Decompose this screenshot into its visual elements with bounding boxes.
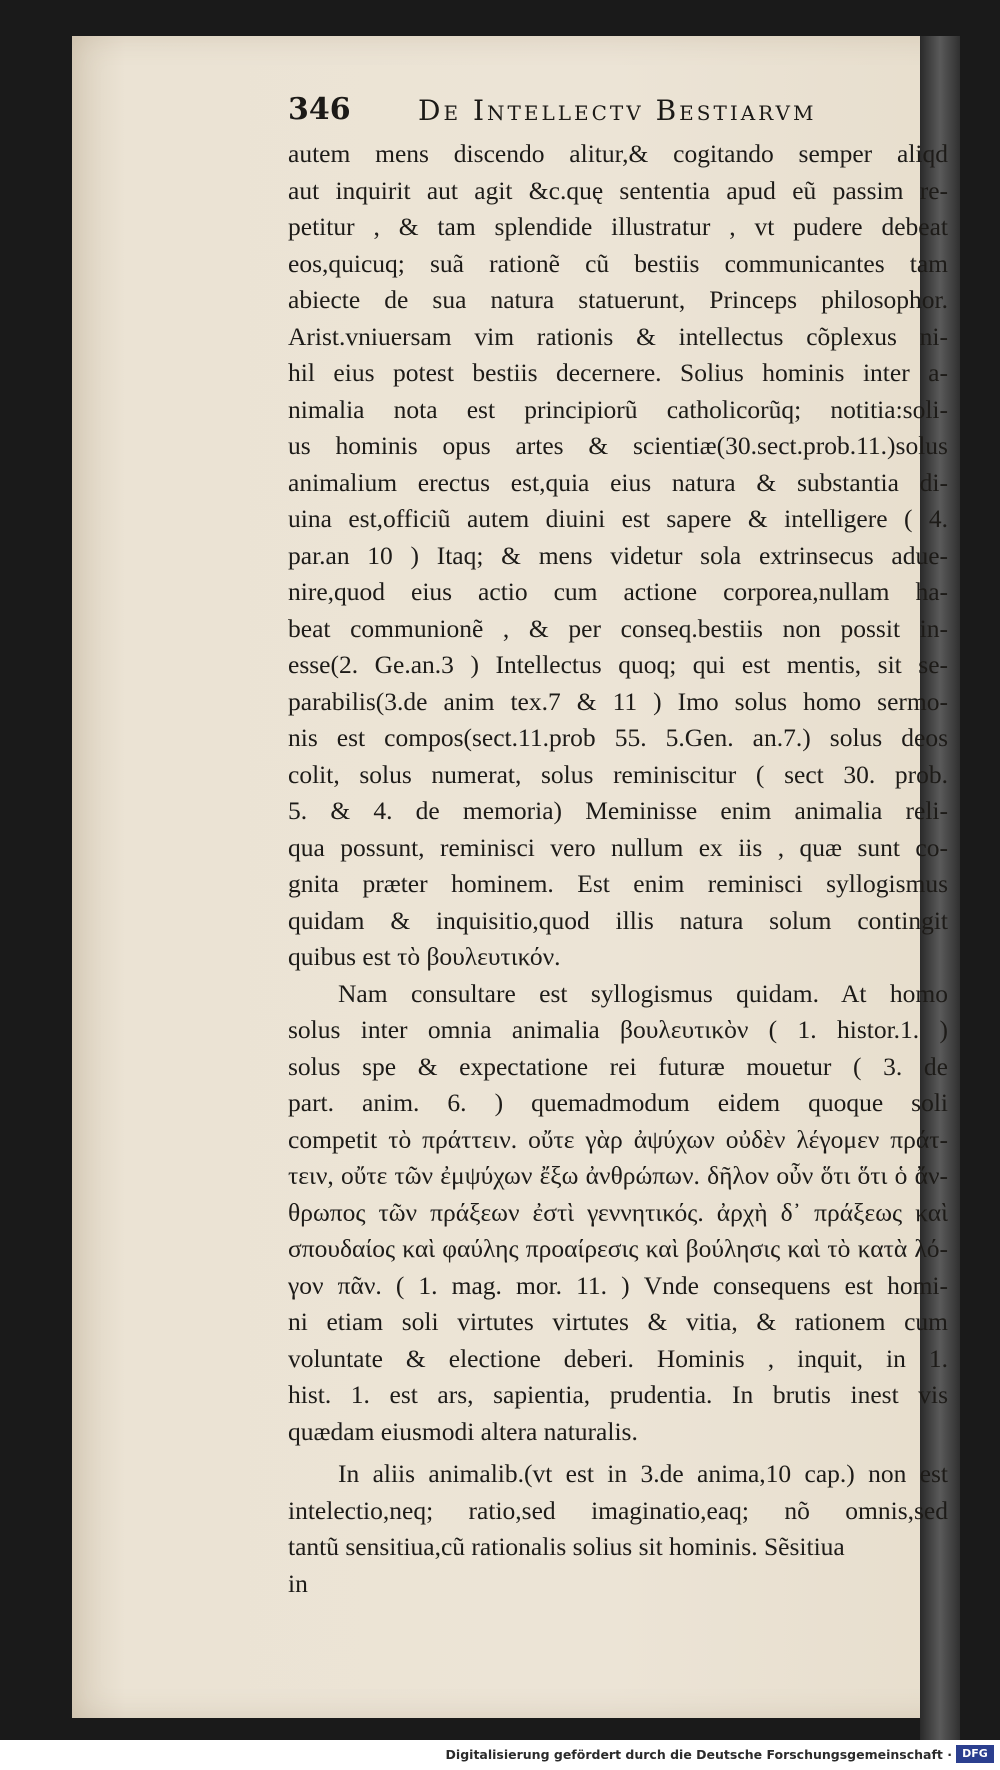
funding-credit: Digitalisierung gefördert durch die Deutsche Forschungsgemeinschaft · [445, 1747, 952, 1762]
text-line: tantũ sensitiua,cũ rationalis solius sit hominis. Sẽsitiua [288, 1532, 845, 1561]
paragraph-2 [288, 976, 948, 1451]
text-line: petitur , & tam splendide illustratur , vt pudere debeat [288, 212, 948, 241]
text-line: beat communionẽ , & per conseq.bestiis non possit in- [288, 613, 948, 643]
text-line: γον πᾶν. ( 1. mag. mor. 11. ) Vnde consequens est homi- [288, 1270, 948, 1300]
text-line: colit, solus numerat, solus reminiscitur ( sect 30. prob. [288, 759, 948, 789]
text-line: part. anim. 6. ) quemadmodum eidem quoque soli [288, 1088, 948, 1117]
text-line: σπουδαίος καὶ φαύλης προαίρεσις καὶ βούλησις καὶ τὸ κατὰ λό- [288, 1234, 948, 1263]
text-line: Nam consultare est syllogismus quidam. At homo [338, 978, 948, 1008]
text-line: voluntate & electione deberi. Hominis , inquit, in 1. [288, 1343, 948, 1373]
text-line: gnita præter hominem. Est enim reminisci syllogismus [288, 869, 948, 898]
page-number: 346 [288, 92, 351, 127]
text-line: intelectio,neq; ratio,sed imaginatio,eaq; nõ omnis,sed [288, 1495, 948, 1525]
text-line: hil eius potest bestiis decernere. Solius hominis inter a- [288, 358, 948, 387]
text-line: quibus est τὸ βουλευτικόν. [288, 942, 561, 971]
text-line: Arist.vniuersam vim rationis & intellectus cõplexus ni- [288, 321, 948, 351]
text-line: nire,quod eius actio cum actione corporea,nullam ha- [288, 577, 948, 606]
text-line: par.an 10 ) Itaq; & mens videtur sola extrinsecus adue- [288, 540, 948, 570]
text-line: aut inquirit aut agit &c.quę sententia apud eũ passim re- [288, 175, 948, 205]
text-line: nis est compos(sect.11.prob 55. 5.Gen. an.7.) solus deos [288, 723, 948, 752]
text-line: parabilis(3.de anim tex.7 & 11 ) Imo solus homo sermo- [288, 686, 948, 716]
text-line: esse(2. Ge.an.3 ) Intellectus quoq; qui est mentis, sit se- [288, 650, 948, 679]
text-line: quidam & inquisitio,quod illis natura solum contingit [288, 905, 948, 935]
text-line: solus spe & expectatione rei futuræ mouetur ( 3. de [288, 1051, 948, 1081]
text-line: hist. 1. est ars, sapientia, prudentia. In brutis inest vis [288, 1380, 948, 1409]
text-line: uina est,officiũ autem diuini est sapere & intelligere ( 4. [288, 504, 948, 533]
text-line: θρωπος τῶν πράξεων ἐστὶ γεννητικός. ἀρχὴ δ᾽ πράξεως καὶ [288, 1197, 948, 1227]
text-line: us hominis opus artes & scientiæ(30.sect.prob.11.)solus [288, 431, 948, 460]
text-line: quædam eiusmodi altera naturalis. [288, 1416, 638, 1446]
page-header [288, 92, 888, 128]
text-line: 5. & 4. de memoria) Meminisse enim animalia reli- [288, 796, 948, 825]
text-line: ni etiam soli virtutes virtutes & vitia, & rationem cum [288, 1307, 948, 1336]
catchword: in [288, 1568, 308, 1598]
text-line: eos,quicuq; suã rationẽ cũ bestiis communicantes tam [288, 248, 948, 278]
text-line: τειν, οὔτε τῶν ἐμψύχων ἔξω ἀνθρώπων. δῆλον οὖν ὅτι ὅτι ὁ ἄν- [288, 1161, 948, 1190]
footer-bar [0, 1740, 1000, 1770]
text-line: autem mens discendo alitur,& cogitando semper aliqd [288, 139, 948, 168]
text-line: competit τὸ πράττειν. οὔτε γὰρ ἀψύχων οὐδὲν λέγομεν πράτ- [288, 1124, 948, 1154]
text-line: animalium erectus est,quia eius natura & substantia di- [288, 467, 948, 497]
text-line: abiecte de sua natura statuerunt, Princeps philosophor. [288, 285, 948, 314]
running-head: De Intellectv Bestiarvm [418, 94, 817, 127]
text-line: solus inter omnia animalia βουλευτικὸν ( 1. histor.1. ) [288, 1015, 948, 1044]
text-line: nimalia nota est principiorũ catholicorũq; notitia:soli- [288, 394, 948, 424]
paragraph-3 [288, 1456, 948, 1566]
dfg-logo-icon: DFG [956, 1745, 994, 1763]
page-text [288, 136, 948, 1602]
paragraph-1 [288, 136, 948, 976]
text-line: qua possunt, reminisci vero nullum ex iis , quæ sunt co- [288, 832, 948, 862]
text-line: In aliis animalib.(vt est in 3.de anima,10 cap.) non est [338, 1459, 948, 1488]
